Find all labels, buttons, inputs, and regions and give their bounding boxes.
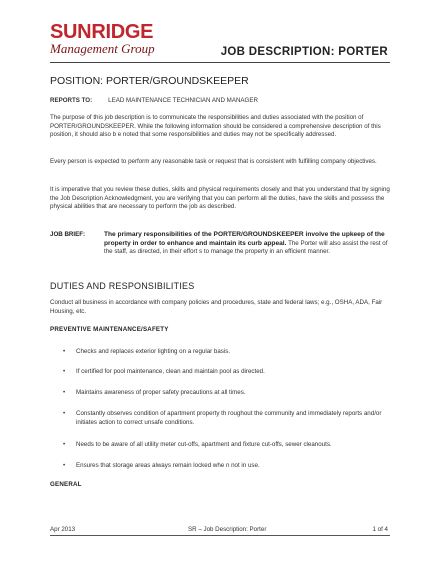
job-brief-rest: The Porter will also assist the rest of the staff, as directed, in their effort s to manage the property in an efficient manner. bbox=[104, 239, 388, 256]
reports-to-line bbox=[50, 97, 390, 106]
duties-heading: DUTIES AND RESPONSIBILITIES bbox=[50, 281, 195, 291]
list-item-text: Ensures that storage areas always remain locked whe n not in use. bbox=[76, 462, 260, 469]
footer-divider bbox=[50, 535, 390, 536]
reports-to-label: REPORTS TO: bbox=[50, 97, 93, 104]
position-title: POSITION: PORTER/GROUNDSKEEPER bbox=[50, 75, 249, 87]
bullet-icon: • bbox=[63, 348, 66, 355]
bullet-icon: • bbox=[63, 462, 66, 469]
list-item-text: If certified for pool maintenance, clean and maintain pool as directed. bbox=[76, 368, 265, 375]
job-brief-label: JOB BRIEF: bbox=[50, 231, 86, 238]
reports-to-value: LEAD MAINTENANCE TECHNICIAN AND MANAGER bbox=[108, 97, 258, 104]
bullet-icon: • bbox=[63, 441, 66, 448]
expectation-paragraph: Every person is expected to perform any reasonable task or request that is consistent with fulfilling company objectives. bbox=[50, 158, 377, 165]
duties-intro: Conduct all business in accordance with company policies and procedures, state and federal laws; e.g., OSHA, ADA, Fair Housing, etc. bbox=[50, 299, 383, 315]
header-divider bbox=[50, 62, 390, 63]
general-heading: GENERAL bbox=[50, 481, 82, 488]
bullet-icon: • bbox=[63, 389, 66, 396]
footer-center: SR – Job Description: Porter bbox=[188, 526, 267, 533]
purpose-paragraph: The purpose of this job description is to communicate the responsibilities and duties associated with the position of PORTER/GROUNDSKEEPER. While the following information should be considered a comprehensive description of this position, it should also b e noted that some responsibilities and duties may not be specifically addressed. bbox=[50, 114, 381, 139]
list-item-text: Constantly observes condition of apartment property th roughout the community and immediately reports and/or initiates action to correct unsafe conditions. bbox=[76, 410, 382, 426]
acknowledgment-paragraph: It is imperative that you review these duties, skills and physical requirements closely and that you understand that by signing the Job Description Acknowledgment, you are verifying that you can perform all the duties, have the skills and possess the physical abilities that are necessary to perform the job as described. bbox=[50, 186, 390, 211]
document-title: JOB DESCRIPTION: PORTER bbox=[220, 46, 388, 58]
job-brief-strong: The primary responsibilities of the PORTER/GROUNDSKEEPER involve the upkeep of the property in order to enhance and maintain its curb appeal. bbox=[104, 231, 385, 247]
footer-date: Apr 2013 bbox=[50, 526, 76, 533]
bullet-icon: • bbox=[63, 368, 66, 375]
logo-subtitle: Management Group bbox=[50, 41, 155, 56]
preventive-heading: PREVENTIVE MAINTENANCE/SAFETY bbox=[50, 326, 169, 333]
job-brief-body bbox=[104, 231, 394, 257]
page-number: 1 of 4 bbox=[372, 526, 388, 533]
logo-wordmark: SUNRIDGE bbox=[50, 21, 154, 43]
bullet-icon: • bbox=[63, 410, 66, 417]
list-item-text: Checks and replaces exterior lighting on a regular basis. bbox=[76, 348, 231, 355]
company-logo bbox=[50, 22, 155, 56]
list-item-text: Maintains awareness of proper safety precautions at all times. bbox=[76, 389, 246, 396]
list-item-text: Needs to be aware of all utility meter cut-offs, apartment and fixture cut-offs, sewer cleanouts. bbox=[76, 441, 332, 448]
